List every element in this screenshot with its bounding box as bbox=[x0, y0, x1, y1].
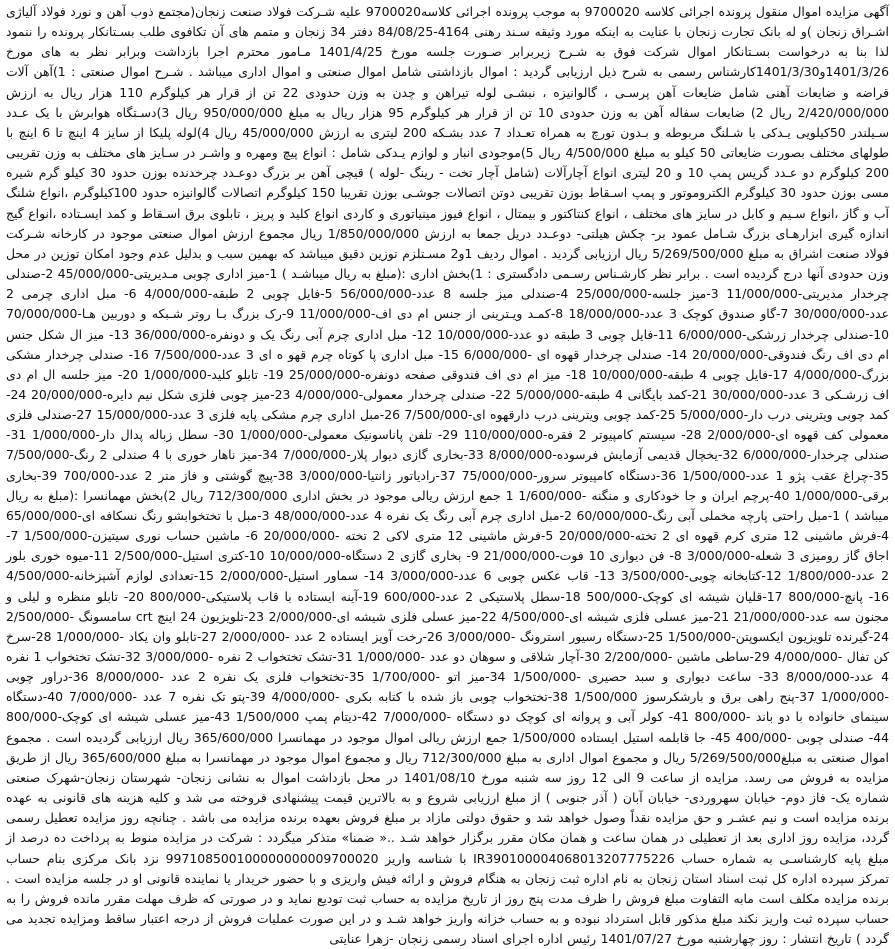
auction-notice-text: آگهی مزایده اموال منقول پرونده اجرائی کلاسه 9700020 به موجب پرونده اجرائی کلاسه9700020 علیه شـرکت فولاد صنعت زنجان(مجتمع ذوب آهن و نورد فولاد آلیاژی اشـراق زنجان )و له بانک تجارت زنجان با عنایت به اینکه مورد وثیقه سـند رهنی 4164-84/08/25 دفتر 34 زنجان و متمم های آن تکافوی طلب بسـتانکار پرونده را ننمود لذا بنا به درخواست بسـتانکار اموال شرکت فوق به شـرح زیربرابر صـورت جلسه مورخ 1401/4/25 مـامور محترم اجرا بازداشت وبرابر نظر به های مورخ 1401/3/26و1401/3/30کارشناس رسمی به شرح ذیل ارزیابی گردید : اموال بازداشتی شامل اموال صنعتی و اموال اداری میباشد . شـرح اموال صنعتی : 1)آهن آلات قراضه و ضایعات آهنی شامل ضایعات آهن پرسـی ، گالوانیزه ، نبشـی لوله تیراهن و چدن به وزن حدودی 22 تن از قرار هر کیلوگرم 110 هزار ریال به ارزش 2/420/000/000 ریال 2) ضایعات سفاله آهن به وزن حدودی 10 تن از قرار هر کیلوگرم 95 هزار ریال به مبلغ 950/000/000 ریال 3)دسـتگاه هوابرش با یک عـدد سـیلندر 50کیلویی یـدکی با شـلنگ مربوطه و بـدون تورچ به همراه تعـداد 7 عدد بشـکه 200 لیتری به ارزش 45/000/000 ریال 4)لوله پلیکا از سایز 4 اینچ تا 6 اینچ با طولهای مختلف بصورت ضایعاتی 50 کیلو به مبلغ 4/500/000 ریال 5)موجودی انبار و لوازم یـدکی شامل : انواع پیچ ومهره و واشـر در سـایز های مختلف به وزن تقریبی 200 کیلوگرم دو عـدد گریس پمپ 10 و 20 لیتری انواع آچارآلات (شامل آچار تخت - رینگ -لوله ) قیچی آهن بر بزرگ دوعـدد چرخدنده بوزن حدود 30 کیلو گرم شیره مسی بوزن حدود 30 کیلوگرم الکتروموتور و پمپ اسـقاط بوزن تقریبی دوتن اتصالات جوشـی بوزن تقریبا 150 کیلوگرم اتصالات گالوانیزه حدود 100کیلوگرم ،انواع شلنگ آب و گاز ،انواع سـیم و کابل در سایز های مختلف ، انواع کنتاکتور و بیمتال ، انواع فیوز مینیاتوری و کاردی انواع کلید و پریز ، تابلوی برق اسـقاط و کمد ایسـتاده ،انواع گیج اندازه گیری ابزارهـای بزرگ شـامل عمود بر- چکش هیلتی- دوعـدد دریل جمعا به ارزش 1/850/000/000 ریال مجموع ارزش اموال صنعتی موجود در کارخانه شـرکت فولاد صنعت اشراق به مبلغ 5/269/500/000 ریال ارزیابی گردید . اموال ردیف 1و2 مسـتلزم توزین دقیق میباشد که بهمین سبب و بدلیل عدم وجود امکان توزین در محل وزن حدودی آنها درج گردیده است . برابر نظر کارشـناس رسـمی دادگستری : 1)بخش اداری :(مبلغ به ریال میباشـد ) 1-میز اداری چوبی مـدیریتی-45/000/000 2-صندلی چرخدار مدیریتی-11/000/000 3-میز جلسه-25/000/000 4-صندلی میز جلسه 8 عدد-56/000/000 5-فایل چوبی 2 طبقه-4/000/000 6- مبل اداری چرمی 2 عدد-30/000/000 7-گاو صندوق کوچک 3 عدد-18/000/000 8-کمـد ویـترینی از جنس ام دی اف-11/000/000 9-رک بزرگ بـا روتر شـبکه و دوربین هـا-70/000/000 10-صندلی چرخدار زرشکی-6/000/000 11-فایل چوبی 3 طبقه دو عدد-10/000/000 12- مبل اداری چرم آبی رنگ یک و دونفره-36/000/000 13- میز ال شکل جنس ام دی اف رنگ فندوقی-20/000/000 14- صندلی چرخدار قهوه ای -6/000/000 15- مبل اداری پا کوتاه چرم قهو ه ای 3 عدد-7/500/000 16- صندلی چرخدار مشکی بزرگ-4/000/000 17-فایل چوبی 4 طبقه-10/000/000 18- میز ام دی اف فندوقی صفحه دونفره-25/000/000 19- تابلو کلید-1/000/000 20- میز جلسه ال ام دی اف زرشـکی 3 عدد-30/000/000 21-کمد بایگانی 4 طبقه-5/000/000 22- صندلی چرخدار معمولی-4/000/000 23-میز چوبی فلزی شکل نیم دایره-20/000/000 24-کمد چوبی ویترینی درب دار-5/000/000 25-کمد چوبی ویترینی درب دارقهوه ای-7/500/000 26-مبل اداری چرم مشکی پایه فلزی 3 عدد-15/000/000 27-صندلی فلزی معمولی کف قهوه ای-2/000/000 28- سیستم کامپیوتر 2 فقره-110/000/000 29- تلفن پاناسونیک معمولی-1/000/000 30- سطل زباله پدال دار-1/000/000 31- صندلی چرخدار-6/000/000 32-یخچال قدیمی آزمایش فرسوده-8/000/000 33-بخاری گازی دیوار پلار-7/000/000 34-میز ناهار خوری با 4 صندلی 2 رنگ-7/500/000 35-چراغ عقب پژو 1 عدد-1/500/000 36-دستگاه کامپیوتر سرور-75/000/000 37-رادیاتور زانتیا-3/000/000 38-پیچ گوشتی و فاز متر 2 عدد-700/000 39-بخاری برقی-1/000/000 40-پرچم ایران و جا خودکاری و منگنه -1/600/000 1 جمع ارزش ریالی موجود در بخش اداری 712/300/000 ریال 2)بخش مهمانسرا :(مبلغ به ریال میباشد ) 1-مبل راحتی پارچه مخملی آبی رنگ-60/000/000 2-مبل اداری چرم آبی رنگ یک نفره 4 عدد-48/000/000 3-مبل با تختخوابشو رنگ نسکافه ای-65/000/000 4-فرش ماشینی 12 متری کرم قهوه ای 2 تخته-20/000/000 5-فرش ماشینی 12 متری لاکی 2 تخته -20/000/000 6- ماشین حساب نوری سیتیزن-1/500/000 7- اجاق گاز رومیزی 3 شعله-3/000/000 8- فن دیواری 10 فوت-21/000/000 9- بخاری گازی 2 دستگاه-10/000/000 10-کتری استیل-2/500/000 11-میوه خوری بلور 2 عدد-1/800/000 12-کتابخانه چوبی-3/500/000 13- قاب عکس چوبی 6 عدد-3/000/000 14- سماور استیل-2/000/000 15-تعدادی لوازم آشپزخانه-4/500/000 16- پانچ-800/000 17-قلیان شیشه ای کوچک-500/000 18-سطل پلاستیکی 2 عدد-600/000 19-آینه ایستاده با قاب پلاستیکی-800/000 20- تابلو منظره و لیلی و مجنون سه عدد-21/000/000 21-میز عسلی فلزی شیشه ای-4/500/000 22-میز عسلی فلزی شیشه ای-2/000/000 23-تلویزیون 24 اینچ crt سامسونگ -2/500/000 24-گیرنده تلویزیون ایکسوپتن-1/500/000 25-دستگاه رسیور استرونگ -3/000/000 26-رخت آویز ایستاده 2 عدد -2/000/000 27-تابلو وان یکاد -1/000/000 28-سرخ کن تفال -4/000/000 29-ساطی ماشین -2/200/000 30-آچار شلاقی و سوهان دو عدد -1/000/000 31-تشک تختخواب 2 نفره -3/000/000 32-تشک تختخواب 1 نفره 4 عدد-8/000/000 33- ساعت دیواری و سبد حصیری -1/500/000 34-میز اتو -1/700/000 35-تختخواب فلزی یک نفره 2 عدد -8/000/000 36-دراور چوبی -1/000/000 37-پنج راهی برق و بارشکرسوز 1/500/000 38-تختخواب چوبی باز شده با کتابه بکری -4/000/000 39-پتو تک نفره 7 عدد -7/000/000 40-دستگاه سینمای خانواده با دو باند -800/000 41- کولر آبی و پروانه ای کوچک دو دستگاه -7/000/000 42-دیتام پمپ 1/500/000 43-میز عسلی شیشه ای کوچک-800/000 44- صندلی چوبی -400/000 45- جا قابلمه استیل ایستاده 1/500/000 جمع ارزش ریالی اموال موجود در مهمانسرا 365/600/000 ریال ارزیابی گردیده است . مجموع اموال صنعتی به مبلغ5/269/500/000 ریال و مجموع اموال اداری به مبلغ 712/300/000 ریال و مجموع اموال موجود در مهمانسرا به مبلغ 365/600/000 ریال از طریق مزایده به فروش می رسد. مزایده از ساعت 9 الی 12 روز سه شنبه مورخ 1401/08/10 در محل بازداشت اموال به نشانی زنجان- شهرستان زنجان-شهرک صنعتی شماره یک- فاز دوم- خیابان سهروردی- خیابان آبان ( آذر جنوبی ) از مبلغ ارزیابی شروع و به بالاترین قیمت پیشنهادی فروخته می شد و کلیه هزینه های قانونی به عهده برنده مزایده است و نیم عشـر و حق مزایده نقداً وصول خواهد شد و حقوق دولتی مازاد بر مبلغ فروش بعهده برنده مزایده می باشد . چنانچه روز مزایده تعطیل رسمی گردد، مزایده روز اداری بعد از تعطیلی در همان ساعت و همان مکان مقرر برگزار خواهد شـد ..« ضمنا» متذکر میگردد : شرکت در مزایده منوط به پرداخت ده درصد از مبلغ پایه کارشناسـی به شماره حساب IR390100004068013207775226 با شناسه واریز 997108500100000000009700020 نزد بانک مرکزی بنام حساب تمرکز سپرده اداره کل ثبت اسناد استان زنجان به نام اداره ثبت زنجان به هنگام فروش و ارائه فیش واریزی و با حضور خریدار یا نماینده قانونی او در جلسه مزایده است . برنده مزایده مکلف است مابه التفاوت مبلغ فروش را ظرف مدت پنج روز از تاریخ مزایده به حساب ثبت تودیع نماید و در صورتی که ظرف مهلت مقرر مانده فروش را به حساب سپرده ثبت واریز نکند مبلغ مذکور قابل استرداد نبوده و به حساب خزانه واریز خواهد شـد و در این صورت عملیات فروش از درجه اعتبار ساقط ومزایده تجدید می گردد ) تاریخ انتشار : روز چهارشنبه مورخ 1401/07/27 رئیس اداره اجرای اسناد رسمی زنجان -زهرا عنایتی bbox=[6, 4, 890, 947]
